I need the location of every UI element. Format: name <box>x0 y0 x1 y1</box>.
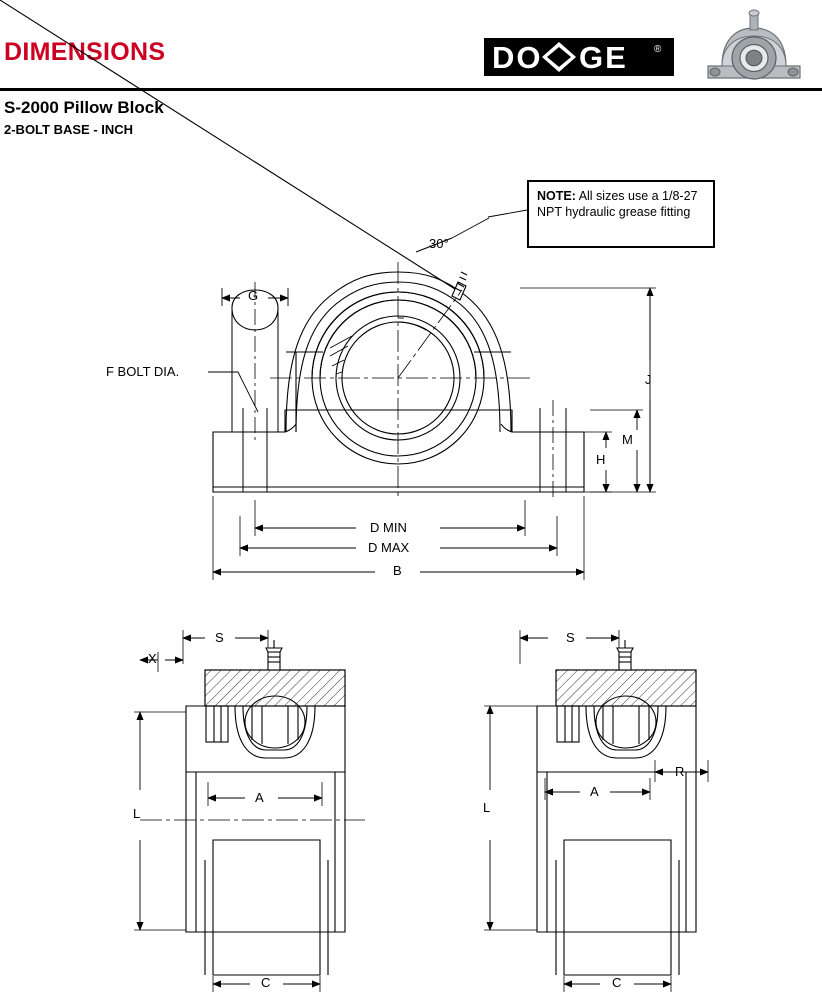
dimension-label-h: H <box>596 452 606 467</box>
page-title: DIMENSIONS <box>4 38 166 66</box>
dimension-label-j: J <box>645 372 652 387</box>
dimension-label-s-right: S <box>566 630 575 645</box>
dimension-label-s-left: S <box>215 630 224 645</box>
left-side-view-geometry <box>134 630 365 992</box>
dimension-label-g: G <box>248 288 259 303</box>
dimension-label-c-left: C <box>261 975 271 990</box>
dimension-label-d-min: D MIN <box>370 520 407 535</box>
dimension-label-d-max: D MAX <box>368 540 410 555</box>
dimension-label-f-bolt-dia: F BOLT DIA. <box>106 364 180 379</box>
dimension-label-a-right: A <box>590 784 599 799</box>
svg-text:GE: GE <box>579 40 628 75</box>
dimension-label-m: M <box>622 432 633 447</box>
dimension-label-l-right: L <box>483 800 491 815</box>
dimension-label-c-right: C <box>612 975 622 990</box>
note-label: NOTE: <box>537 189 576 203</box>
dimension-label-x: X <box>148 651 157 666</box>
right-side-view-geometry <box>484 630 708 992</box>
dimension-label-b: B <box>393 563 402 578</box>
product-title: S-2000 Pillow Block <box>4 98 164 117</box>
svg-text:DO: DO <box>492 40 543 75</box>
product-subtitle: 2-BOLT BASE - INCH <box>4 122 134 137</box>
dimension-label-a-left: A <box>255 790 264 805</box>
front-view-geometry <box>0 0 656 580</box>
note-text: All sizes use a 1/8-27 NPT hydraulic grease fitting <box>537 189 698 219</box>
dimension-label-l-left: L <box>133 806 141 821</box>
angle-label-30deg: 30° <box>429 236 449 251</box>
svg-text:®: ® <box>654 44 662 55</box>
dimension-label-r: R <box>675 764 685 779</box>
